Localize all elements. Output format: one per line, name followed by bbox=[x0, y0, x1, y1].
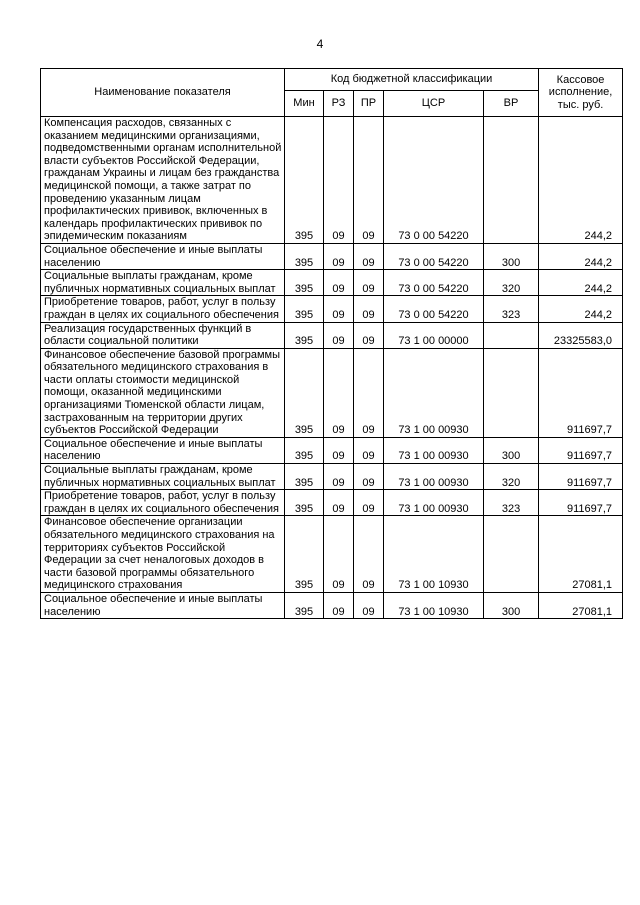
cell-min: 395 bbox=[285, 117, 324, 244]
cell-vr: 300 bbox=[484, 243, 539, 269]
cell-amount: 27081,1 bbox=[539, 516, 623, 593]
cell-rz: 09 bbox=[324, 516, 354, 593]
budget-table bbox=[40, 68, 623, 619]
header-code-group: Код бюджетной классификации bbox=[285, 69, 539, 91]
cell-min: 395 bbox=[285, 516, 324, 593]
table-row bbox=[41, 464, 623, 490]
cell-name: Финансовое обеспечение организации обязательного медицинского страхования на территориях субъектов Российской Федерации за счет неналоговых доходов в части базовой программы обязательного медицинского страхования bbox=[41, 516, 285, 593]
cell-vr: 300 bbox=[484, 592, 539, 618]
header-pr: ПР bbox=[354, 91, 384, 117]
cell-csr: 73 0 00 54220 bbox=[384, 243, 484, 269]
cell-rz: 09 bbox=[324, 243, 354, 269]
cell-name: Приобретение товаров, работ, услуг в пользу граждан в целях их социального обеспечения bbox=[41, 490, 285, 516]
cell-rz: 09 bbox=[324, 490, 354, 516]
cell-amount: 911697,7 bbox=[539, 348, 623, 437]
cell-pr: 09 bbox=[354, 243, 384, 269]
cell-amount: 244,2 bbox=[539, 117, 623, 244]
cell-rz: 09 bbox=[324, 348, 354, 437]
table-row bbox=[41, 270, 623, 296]
cell-csr: 73 0 00 54220 bbox=[384, 296, 484, 322]
cell-vr: 323 bbox=[484, 490, 539, 516]
cell-pr: 09 bbox=[354, 348, 384, 437]
table-row bbox=[41, 296, 623, 322]
table-row bbox=[41, 437, 623, 463]
cell-name: Компенсация расходов, связанных с оказанием медицинскими организациями, подведомственными органам исполнительной власти субъектов Российской Федерации, гражданам Украины и лицам без гражданства медицинской помощи, а также затрат по проведению указанным лицам профилактических прививок, включенных в календарь профилактических прививок по эпидемическим показаниям bbox=[41, 117, 285, 244]
cell-min: 395 bbox=[285, 296, 324, 322]
cell-name: Социальное обеспечение и иные выплаты населению bbox=[41, 243, 285, 269]
table-row bbox=[41, 516, 623, 593]
cell-csr: 73 1 00 10930 bbox=[384, 592, 484, 618]
cell-amount: 244,2 bbox=[539, 243, 623, 269]
table-body bbox=[41, 117, 623, 619]
cell-csr: 73 0 00 54220 bbox=[384, 270, 484, 296]
cell-pr: 09 bbox=[354, 464, 384, 490]
cell-csr: 73 1 00 10930 bbox=[384, 516, 484, 593]
cell-pr: 09 bbox=[354, 296, 384, 322]
cell-rz: 09 bbox=[324, 270, 354, 296]
header-amount: Кассовое исполнение, тыс. руб. bbox=[539, 69, 623, 117]
cell-vr: 320 bbox=[484, 464, 539, 490]
cell-min: 395 bbox=[285, 464, 324, 490]
cell-rz: 09 bbox=[324, 464, 354, 490]
cell-rz: 09 bbox=[324, 322, 354, 348]
cell-pr: 09 bbox=[354, 117, 384, 244]
cell-amount: 244,2 bbox=[539, 270, 623, 296]
cell-pr: 09 bbox=[354, 592, 384, 618]
cell-vr bbox=[484, 516, 539, 593]
cell-rz: 09 bbox=[324, 117, 354, 244]
cell-name: Социальные выплаты гражданам, кроме публичных нормативных социальных выплат bbox=[41, 270, 285, 296]
table-row bbox=[41, 592, 623, 618]
cell-min: 395 bbox=[285, 592, 324, 618]
cell-min: 395 bbox=[285, 322, 324, 348]
header-csr: ЦСР bbox=[384, 91, 484, 117]
table-row bbox=[41, 322, 623, 348]
cell-csr: 73 0 00 54220 bbox=[384, 117, 484, 244]
cell-amount: 911697,7 bbox=[539, 490, 623, 516]
cell-pr: 09 bbox=[354, 490, 384, 516]
cell-min: 395 bbox=[285, 270, 324, 296]
cell-vr bbox=[484, 322, 539, 348]
cell-csr: 73 1 00 00930 bbox=[384, 490, 484, 516]
cell-amount: 911697,7 bbox=[539, 437, 623, 463]
cell-amount: 911697,7 bbox=[539, 464, 623, 490]
cell-pr: 09 bbox=[354, 437, 384, 463]
cell-amount: 23325583,0 bbox=[539, 322, 623, 348]
cell-name: Социальное обеспечение и иные выплаты населению bbox=[41, 437, 285, 463]
cell-rz: 09 bbox=[324, 296, 354, 322]
cell-name: Приобретение товаров, работ, услуг в пользу граждан в целях их социального обеспечения bbox=[41, 296, 285, 322]
table-row bbox=[41, 117, 623, 244]
cell-rz: 09 bbox=[324, 592, 354, 618]
cell-min: 395 bbox=[285, 490, 324, 516]
cell-csr: 73 1 00 00000 bbox=[384, 322, 484, 348]
page-number: 4 bbox=[316, 37, 324, 51]
header-name: Наименование показателя bbox=[41, 69, 285, 117]
cell-vr: 300 bbox=[484, 437, 539, 463]
cell-min: 395 bbox=[285, 243, 324, 269]
cell-min: 395 bbox=[285, 348, 324, 437]
cell-vr: 323 bbox=[484, 296, 539, 322]
table-row bbox=[41, 348, 623, 437]
cell-amount: 27081,1 bbox=[539, 592, 623, 618]
cell-pr: 09 bbox=[354, 516, 384, 593]
table-row bbox=[41, 243, 623, 269]
header-vr: ВР bbox=[484, 91, 539, 117]
cell-name: Реализация государственных функций в области социальной политики bbox=[41, 322, 285, 348]
cell-vr bbox=[484, 348, 539, 437]
cell-name: Финансовое обеспечение базовой программы обязательного медицинского страхования в части оплаты стоимости медицинской помощи, оказанной медицинскими организациями Тюменской области лицам, застрахованным на территории других субъектов Российской Федерации bbox=[41, 348, 285, 437]
cell-amount: 244,2 bbox=[539, 296, 623, 322]
cell-csr: 73 1 00 00930 bbox=[384, 437, 484, 463]
header-min: Мин bbox=[285, 91, 324, 117]
cell-pr: 09 bbox=[354, 322, 384, 348]
cell-name: Социальные выплаты гражданам, кроме публичных нормативных социальных выплат bbox=[41, 464, 285, 490]
cell-csr: 73 1 00 00930 bbox=[384, 464, 484, 490]
table-row bbox=[41, 490, 623, 516]
cell-rz: 09 bbox=[324, 437, 354, 463]
cell-vr: 320 bbox=[484, 270, 539, 296]
cell-csr: 73 1 00 00930 bbox=[384, 348, 484, 437]
cell-name: Социальное обеспечение и иные выплаты населению bbox=[41, 592, 285, 618]
cell-min: 395 bbox=[285, 437, 324, 463]
cell-pr: 09 bbox=[354, 270, 384, 296]
cell-vr bbox=[484, 117, 539, 244]
header-rz: РЗ bbox=[324, 91, 354, 117]
